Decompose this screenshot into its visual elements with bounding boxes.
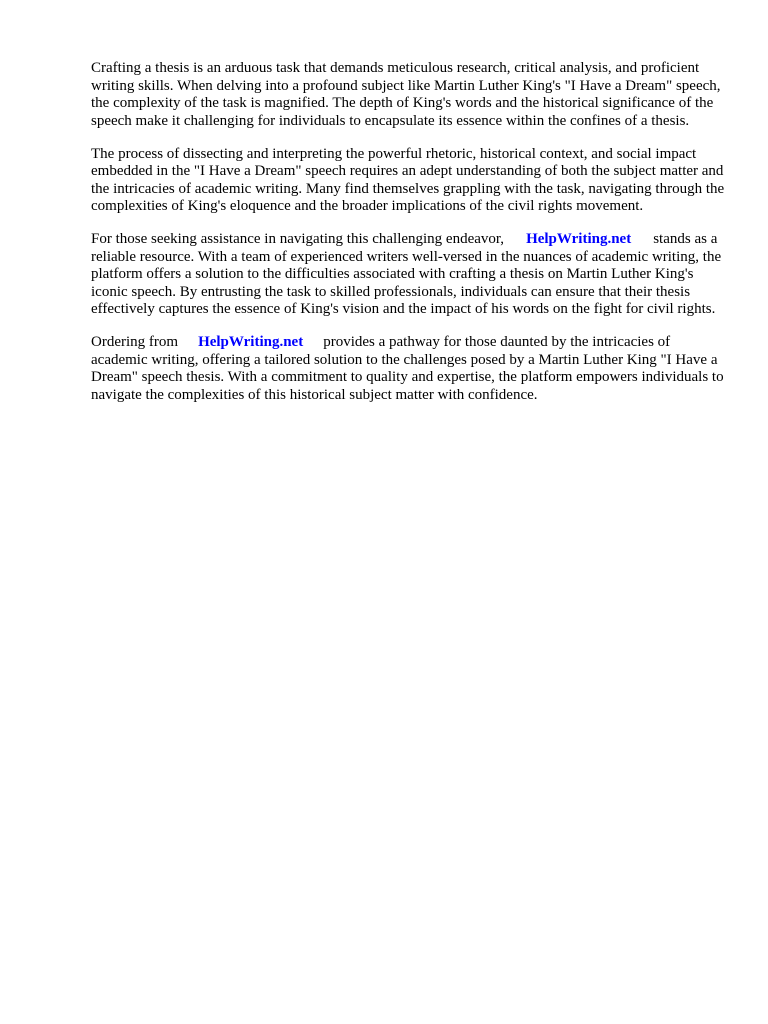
paragraph-assistance [91,231,727,319]
paragraph-assistance-lead: For those seeking assistance in navigating this challenging endeavor, [91,231,505,247]
paragraph-ordering-lead: Ordering from [91,334,179,350]
document-body [91,60,727,420]
paragraph-intro: Crafting a thesis is an arduous task that demands meticulous research, critical analysis, and proficient writing skills. When delving into a profound subject like Martin Luther King's "I Have a Dream" speech, the complexity of the task is magnified. The depth of King's words and the historical significance of the speech make it challenging for individuals to encapsulate its essence within the confines of a thesis. [91,60,721,129]
paragraph-process: The process of dissecting and interpreting the powerful rhetoric, historical context, and social impact embedded in the "I Have a Dream" speech requires an adept understanding of both the subject matter and the intricacies of academic writing. Many find themselves grappling with the task, navigating through the complexities of King's eloquence and the broader implications of the civil rights movement. [91,145,725,214]
helpwriting-link[interactable]: HelpWriting.net [526,231,632,247]
paragraph-ordering-rest: provides a pathway for those daunted by the intricacies of academic writing, offering a tailored solution to the challenges posed by a Martin Luther King "I Have a Dream" speech thesis. With a commitment to quality and expertise, the platform empowers individuals to navigate the complexities of this historical subject matter with confidence. [91,334,724,403]
helpwriting-link[interactable]: HelpWriting.net [198,334,304,350]
paragraph-ordering [91,334,727,404]
paragraph-assistance-rest: stands as a reliable resource. With a team of experienced writers well-versed in the nuances of academic writing, the platform offers a solution to the difficulties associated with crafting a thesis on Martin Luther King's iconic speech. By entrusting the task to skilled professionals, individuals can ensure that their thesis effectively captures the essence of King's vision and the impact of his words on the fight for civil rights. [91,231,722,317]
